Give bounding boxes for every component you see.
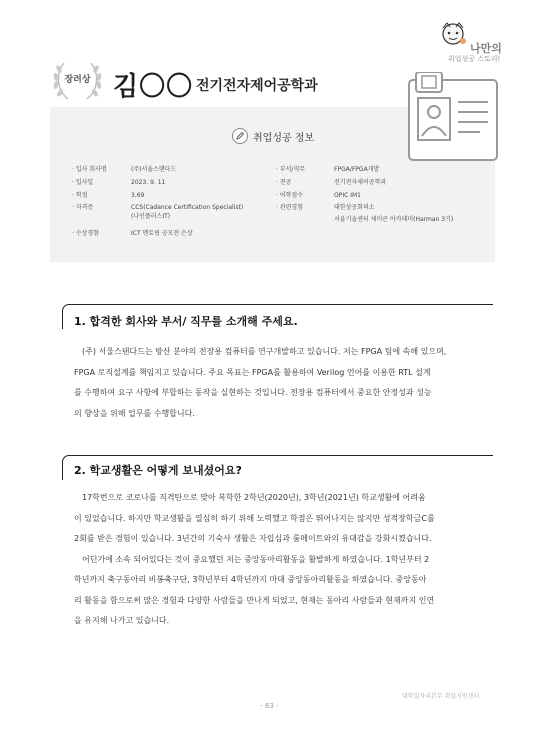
- info-label: · 입사일: [72, 179, 93, 187]
- brand-line1: 나만의: [470, 42, 502, 55]
- pencil-circle-icon: [232, 128, 248, 144]
- info-label: · 자격증: [72, 204, 93, 212]
- paragraph-line: 이 있었습니다. 하지만 학교생활을 열심히 하기 위해 노력했고 학점은 뛰어나지는 않지만 성적장학금C를: [74, 513, 435, 523]
- paragraph-line: 를 수행하여 요구 사항에 부합하는 동작을 실현하는 것입니다. 전장용 컴퓨터에서 중요한 안정성과 성능: [74, 388, 432, 397]
- department-title: 전기전자제어공학과: [196, 78, 318, 94]
- id-badge-icon: [408, 72, 500, 162]
- info-label: · 관련경험: [276, 204, 303, 212]
- info-label: · 부서/직무: [276, 166, 305, 174]
- award-laurel: [50, 55, 105, 105]
- page-number: - 63 -: [260, 702, 279, 710]
- paragraph-line: 을 유지해 나가고 있습니다.: [74, 616, 170, 625]
- info-value: CCS(Cadance Certification Specialist): [131, 204, 244, 211]
- info-value-extra: 서울기술센터 세미콘 아카데미(Harman 3기): [334, 216, 454, 223]
- info-value: 3.69: [131, 192, 145, 199]
- info-value: 대한상공회의소: [334, 204, 375, 211]
- info-label: · 전공: [276, 179, 291, 187]
- paragraph-line: FPGA 로직설계를 책임지고 있습니다. 주요 목표는 FPGA를 활용하여 Verilog 언어를 이용한 RTL 설계: [74, 367, 431, 377]
- info-value: 2023. 9. 11: [131, 179, 166, 186]
- paragraph-line: 어딘가에 소속 되어있다는 것이 중요했던 저는 중앙동아리활동을 활발하게 하였습니다. 1학년부터 2: [82, 554, 430, 564]
- paragraph-line: 17학번으로 코로나를 직격탄으로 맞아 복학한 2학년(2020년), 3학년(2021년) 학교생활에 어려움: [82, 493, 426, 502]
- section-title: 1. 합격한 회사와 부서/ 직무를 소개해 주세요.: [74, 315, 298, 328]
- paragraph-line: (주) 서울스탠다드는 방산 분야의 전장용 컴퓨터를 연구개발하고 있습니다. 저는 FPGA 팀에 속해 있으며,: [82, 347, 447, 356]
- footer-org: 대학일자리본부 취업지원센터: [402, 693, 480, 700]
- info-card-title: 취업성공 정보: [253, 133, 315, 144]
- section-paragraph: [74, 488, 474, 632]
- info-label: · 학점: [72, 192, 87, 200]
- section-paragraph: [74, 342, 474, 424]
- info-label: · 입사 회사명: [72, 166, 107, 174]
- award-label: 장려상: [64, 75, 91, 85]
- paragraph-line: 의 향상을 위해 업무를 수행합니다.: [74, 408, 195, 418]
- info-label: · 어학점수: [276, 192, 303, 200]
- info-value: ICT 멘토링 공모전 은상: [131, 230, 193, 237]
- section-title: 2. 학교생활은 어떻게 보내셨어요?: [74, 464, 242, 477]
- brand-line2: 취업성공 스토리!: [448, 55, 501, 63]
- info-value: OPIC IM1: [334, 192, 361, 199]
- info-value: (주)서울스탠다드: [131, 166, 177, 173]
- paragraph-line: 리 활동을 함으로써 많은 경험과 다양한 사람들을 만나게 되었고, 현재는 동아리 사람들과 현재까지 인연: [74, 595, 435, 605]
- info-value: FPGA/FPGA개발: [334, 166, 380, 173]
- info-value: 전기전자제어공학과: [334, 179, 387, 186]
- info-label: · 수상경험: [72, 230, 99, 238]
- paragraph-line: 학년까지 축구동아리 비봉축구단, 3학년부터 4학년까지 마대 중앙동아리활동을 하였습니다. 중앙동아: [74, 575, 427, 584]
- info-value-extra: (나인플러스IT): [131, 213, 171, 220]
- student-name: 김〇〇: [113, 72, 194, 102]
- paragraph-line: 2회를 받은 경험이 있습니다. 3년간의 기숙사 생활은 자립심과 룸메이트와의 유대감을 강화시켰습니다.: [74, 534, 432, 543]
